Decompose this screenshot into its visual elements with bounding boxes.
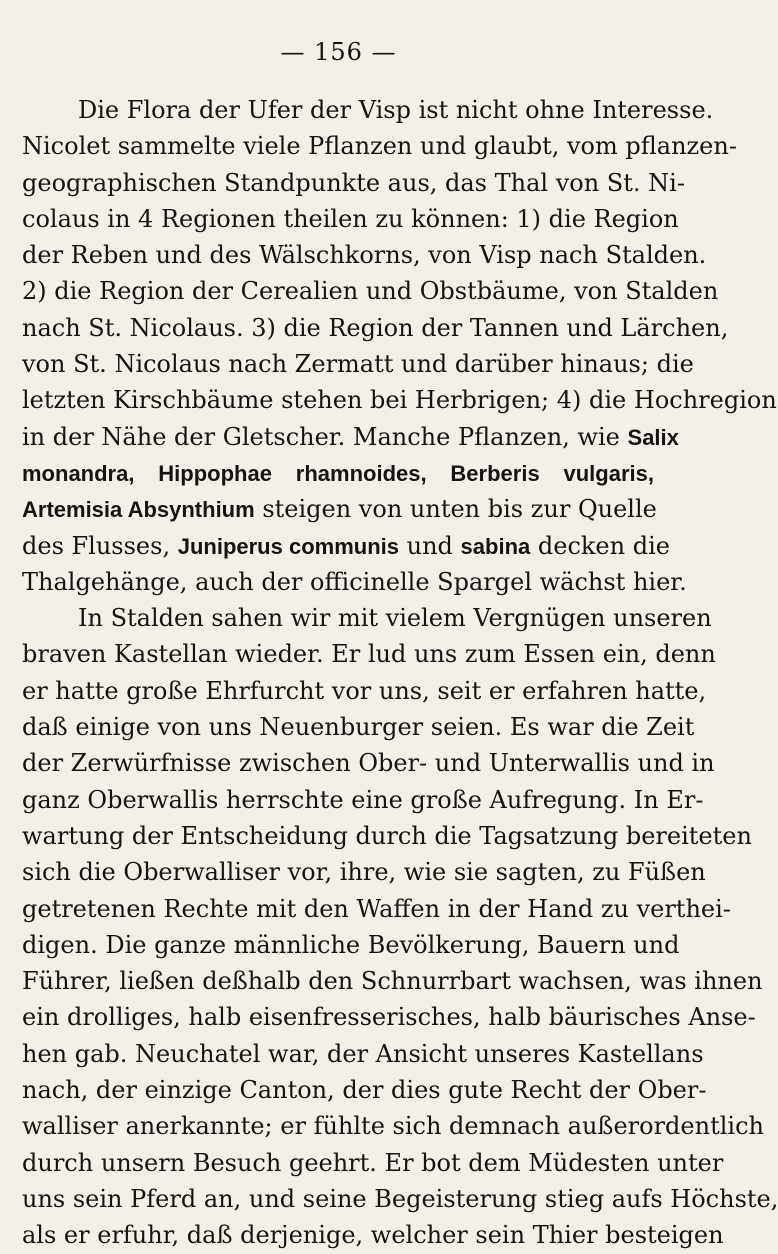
text-line — [22, 782, 704, 818]
text-line — [22, 1181, 778, 1217]
page-number: — 156 — — [280, 38, 397, 66]
text-run: hen gab. Neuchatel war, der Ansicht unseres Kastellans — [22, 1039, 704, 1068]
text-run: uns sein Pferd an, und seine Begeisterung stieg aufs Höchste, — [22, 1184, 778, 1213]
text-line — [22, 818, 752, 854]
body-text — [22, 92, 778, 1254]
text-line — [22, 128, 737, 164]
text-run: als er erfuhr, daß derjenige, welcher sein Thier besteigen — [22, 1221, 724, 1250]
species-name: Salix — [627, 424, 679, 450]
text-run: ein drolliges, halb eisenfresserisches, halb bäurisches Anse- — [22, 1003, 756, 1032]
text-run: digen. Die ganze männliche Bevölkerung, Bauern und — [22, 930, 680, 959]
text-line — [22, 854, 706, 890]
text-run: ganz Oberwallis herrschte eine große Aufregung. In Er- — [22, 785, 704, 814]
species-name: monandra, Hippophae rhamnoides, Berberis vulgaris, — [22, 460, 654, 486]
text-run: decken die — [530, 531, 670, 560]
text-run: nach St. Nicolaus. 3) die Region der Tannen und Lärchen, — [22, 313, 729, 342]
text-run: Führer, ließen deßhalb den Schnurrbart wachsen, was ihnen — [22, 967, 763, 996]
text-line — [22, 237, 707, 273]
text-line — [22, 1036, 704, 1072]
text-run: daß einige von uns Neuenburger seien. Es war die Zeit — [22, 713, 695, 742]
text-line — [22, 891, 731, 927]
text-line — [22, 310, 729, 346]
species-name: sabina — [460, 533, 531, 559]
text-run: colaus in 4 Regionen theilen zu können: 1) die Region — [22, 204, 679, 233]
text-line — [22, 273, 719, 309]
text-line — [22, 382, 777, 418]
text-line — [22, 1072, 707, 1108]
text-run: nach, der einzige Canton, der dies gute Recht der Ober- — [22, 1076, 707, 1105]
text-run: und — [399, 531, 461, 560]
text-run: geographischen Standpunkte aus, das Thal von St. Ni- — [22, 168, 685, 197]
text-line — [22, 346, 694, 382]
text-line — [22, 165, 685, 201]
text-run: getretenen Rechte mit den Waffen in der Hand zu verthei- — [22, 894, 731, 923]
text-line — [22, 528, 670, 564]
text-line — [22, 1145, 724, 1181]
text-run: des Flusses, — [22, 531, 178, 560]
text-line — [22, 963, 763, 999]
text-line — [22, 600, 712, 636]
text-run: wartung der Entscheidung durch die Tagsatzung bereiteten — [22, 821, 752, 850]
text-line — [22, 455, 654, 491]
text-run: der Zerwürfnisse zwischen Ober- und Unterwallis und in — [22, 749, 715, 778]
text-line — [22, 564, 687, 600]
text-line — [22, 709, 695, 745]
text-line — [22, 999, 756, 1035]
text-line — [22, 1217, 724, 1253]
text-line — [22, 745, 715, 781]
species-name: Juniperus communis — [177, 533, 399, 559]
text-line — [22, 1108, 764, 1144]
text-run: braven Kastellan wieder. Er lud uns zum Essen ein, denn — [22, 640, 716, 669]
text-run: Die Flora der Ufer der Visp ist nicht ohne Interesse. — [78, 96, 714, 124]
text-run: durch unsern Besuch geehrt. Er bot dem Müdesten unter — [22, 1148, 724, 1177]
text-line — [22, 673, 707, 709]
text-line — [22, 927, 680, 963]
text-run: der Reben und des Wälschkorns, von Visp nach Stalden. — [22, 241, 707, 270]
text-line — [22, 201, 679, 237]
text-run: 2) die Region der Cerealien und Obstbäume, von Stalden — [22, 277, 719, 306]
text-run: sich die Oberwalliser vor, ihre, wie sie sagten, zu Füßen — [22, 858, 706, 887]
text-line — [22, 419, 679, 455]
species-name: Artemisia Absynthium — [22, 497, 255, 523]
text-run: letzten Kirschbäume stehen bei Herbrigen; 4) die Hochregion — [22, 386, 777, 415]
text-run: steigen von unten bis zur Quelle — [254, 495, 657, 524]
text-run: Thalgehänge, auch der officinelle Spargel wächst hier. — [22, 567, 687, 596]
text-line — [22, 491, 657, 527]
text-run: von St. Nicolaus nach Zermatt und darüber hinaus; die — [22, 350, 694, 379]
text-line — [22, 92, 714, 128]
text-run: Nicolet sammelte viele Pflanzen und glaubt, vom pflanzen- — [22, 132, 737, 161]
text-line — [22, 636, 716, 672]
text-run: walliser anerkannte; er fühlte sich demnach außerordentlich — [22, 1112, 764, 1141]
text-run: er hatte große Ehrfurcht vor uns, seit er erfahren hatte, — [22, 676, 707, 705]
text-run: In Stalden sahen wir mit vielem Vergnügen unseren — [78, 604, 712, 633]
text-run: in der Nähe der Gletscher. Manche Pflanzen, wie — [22, 422, 628, 451]
